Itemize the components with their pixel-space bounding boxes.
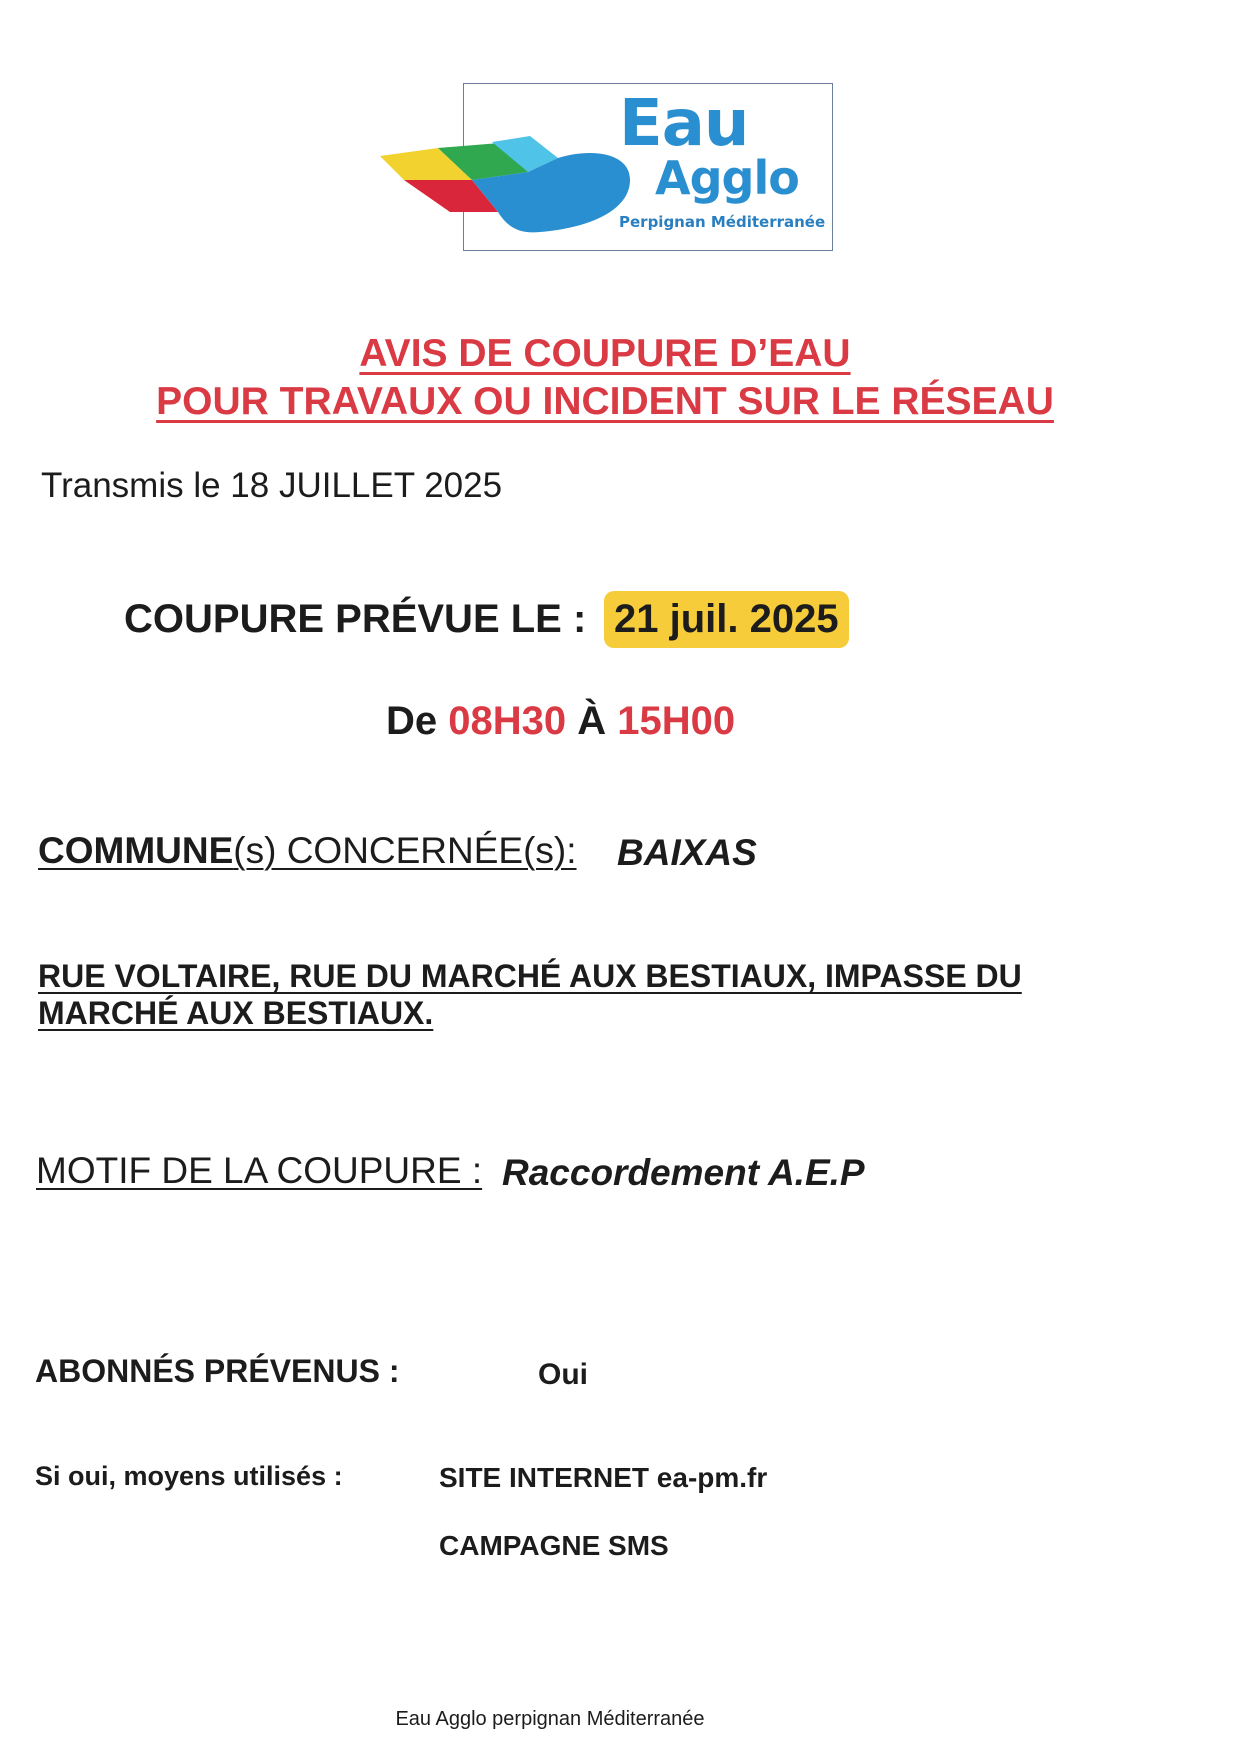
streets-list: RUE VOLTAIRE, RUE DU MARCHÉ AUX BESTIAUX, IMPASSE DU MARCHÉ AUX BESTIAUX. [38,958,1022,1031]
cut-date-label: COUPURE PRÉVUE LE : [124,597,587,641]
time-prefix: De [386,699,449,743]
means-item-website: SITE INTERNET ea-pm.fr [439,1462,768,1493]
cut-date-value: 21 juil. 2025 [604,591,849,648]
commune-label-rest: (s) CONCERNÉE(s): [233,830,577,871]
logo-text-eau: Eau [619,87,749,161]
time-start: 08H30 [448,699,567,743]
transmission-date: Transmis le 18 JUILLET 2025 [41,466,503,505]
notice-title-line1: AVIS DE COUPURE D’EAU [359,332,851,375]
logo-text-agglo: Agglo [655,151,799,205]
logo-subtitle: Perpignan Méditerranée [619,213,826,231]
cut-time-range [386,699,735,744]
time-separator: À [566,699,618,743]
logo-wave-mark [380,128,640,238]
time-end: 15H00 [617,699,736,743]
commune-value: BAIXAS [617,832,757,873]
means-label: Si oui, moyens utilisés : [35,1461,343,1491]
commune-label-bold: COMMUNE [38,830,234,871]
commune-label [38,830,577,872]
footer-text: Eau Agglo perpignan Méditerranée [395,1708,705,1730]
means-item-sms: CAMPAGNE SMS [439,1530,669,1561]
notice-title-line2: POUR TRAVAUX OU INCIDENT SUR LE RÉSEAU [156,380,1054,423]
reason-label: MOTIF DE LA COUPURE : [36,1150,483,1191]
subscribers-notified-value: Oui [538,1358,588,1391]
reason-value: Raccordement A.E.P [502,1152,865,1193]
subscribers-notified-label: ABONNÉS PRÉVENUS : [35,1353,400,1389]
